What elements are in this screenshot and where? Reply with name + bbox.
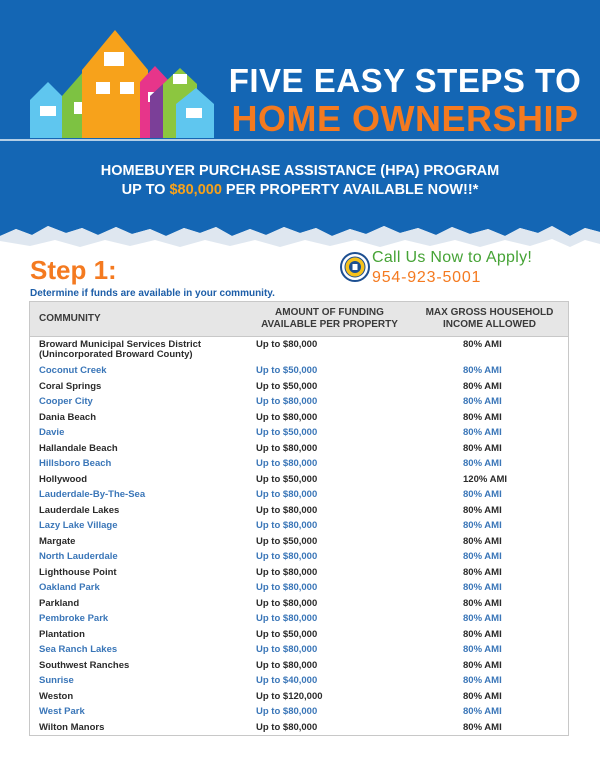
header-community: COMMUNITY bbox=[30, 302, 249, 337]
cell-income: 80% AMI bbox=[463, 504, 502, 516]
table-row bbox=[30, 720, 569, 736]
table-body bbox=[30, 337, 569, 736]
county-seal-icon bbox=[340, 252, 370, 282]
table-row bbox=[30, 363, 569, 379]
cell-funding: Up to $80,000 bbox=[256, 582, 318, 593]
table-row bbox=[30, 337, 569, 364]
cell-income: 80% AMI bbox=[463, 339, 502, 350]
cell-funding: Up to $80,000 bbox=[256, 442, 318, 454]
cell-community: Hollywood bbox=[39, 473, 88, 485]
cell-funding: Up to $80,000 bbox=[256, 613, 318, 624]
table-row bbox=[30, 689, 569, 705]
cell-community: Coconut Creek bbox=[39, 365, 107, 376]
cell-community: Coral Springs bbox=[39, 380, 102, 392]
cell-community: North Lauderdale bbox=[39, 551, 118, 562]
cell-income: 80% AMI bbox=[463, 489, 502, 500]
table-row bbox=[30, 549, 569, 565]
cell-funding: Up to $120,000 bbox=[256, 690, 323, 702]
table-row bbox=[30, 503, 569, 519]
funding-amount: $80,000 bbox=[169, 182, 222, 198]
step-heading: Step 1: bbox=[30, 255, 117, 285]
cell-community: Pembroke Park bbox=[39, 613, 109, 624]
table-row bbox=[30, 565, 569, 581]
table-row bbox=[30, 580, 569, 596]
table-row bbox=[30, 410, 569, 426]
cell-funding: Up to $50,000 bbox=[256, 380, 318, 392]
table-row bbox=[30, 518, 569, 534]
cell-funding: Up to $80,000 bbox=[256, 339, 318, 350]
phone-number[interactable]: 954-923-5001 bbox=[372, 269, 482, 286]
funding-subtitle-pre: UP TO bbox=[121, 182, 170, 198]
table-row bbox=[30, 627, 569, 643]
cell-income: 80% AMI bbox=[463, 396, 502, 407]
cell-funding: Up to $50,000 bbox=[256, 427, 318, 438]
cell-funding: Up to $80,000 bbox=[256, 458, 318, 469]
table-row bbox=[30, 487, 569, 503]
cell-funding: Up to $80,000 bbox=[256, 644, 318, 655]
cell-community: Weston bbox=[39, 690, 74, 702]
cell-funding: Up to $50,000 bbox=[256, 628, 318, 640]
cell-funding: Up to $80,000 bbox=[256, 396, 318, 407]
table-row bbox=[30, 673, 569, 689]
cell-income: 80% AMI bbox=[463, 535, 502, 547]
cell-income: 80% AMI bbox=[463, 566, 502, 578]
cell-community: Parkland bbox=[39, 597, 80, 609]
cell-funding: Up to $80,000 bbox=[256, 489, 318, 500]
cell-funding: Up to $80,000 bbox=[256, 504, 318, 516]
cell-income: 80% AMI bbox=[463, 613, 502, 624]
cell-income: 80% AMI bbox=[463, 458, 502, 469]
funding-subtitle-post: PER PROPERTY AVAILABLE NOW!!* bbox=[221, 182, 479, 198]
cell-income: 80% AMI bbox=[463, 380, 502, 392]
cell-income: 80% AMI bbox=[463, 551, 502, 562]
table-row bbox=[30, 394, 569, 410]
cell-community: Southwest Ranches bbox=[39, 659, 130, 671]
table-row bbox=[30, 642, 569, 658]
cell-income: 80% AMI bbox=[463, 644, 502, 655]
cell-funding: Up to $80,000 bbox=[256, 659, 318, 671]
cell-funding: Up to $40,000 bbox=[256, 675, 318, 686]
cell-community: Wilton Manors bbox=[39, 721, 105, 733]
call-to-action: Call Us Now to Apply! bbox=[372, 249, 533, 266]
cell-income: 80% AMI bbox=[463, 659, 502, 671]
cell-funding: Up to $80,000 bbox=[256, 706, 318, 717]
table-row bbox=[30, 596, 569, 612]
funding-subtitle bbox=[0, 182, 600, 198]
cell-community: Dania Beach bbox=[39, 411, 97, 423]
table-row bbox=[30, 611, 569, 627]
cell-income: 80% AMI bbox=[463, 628, 502, 640]
cell-income: 120% AMI bbox=[463, 473, 507, 485]
page-title-line1: FIVE EASY STEPS TO bbox=[228, 62, 582, 99]
cell-funding: Up to $50,000 bbox=[256, 365, 318, 376]
cell-community: Plantation bbox=[39, 628, 85, 640]
cell-community: Margate bbox=[39, 535, 76, 547]
cell-funding: Up to $80,000 bbox=[256, 721, 318, 733]
cell-income: 80% AMI bbox=[463, 365, 502, 376]
cell-funding: Up to $80,000 bbox=[256, 551, 318, 562]
table-row bbox=[30, 456, 569, 472]
cell-community: Lauderdale Lakes bbox=[39, 504, 120, 516]
cell-funding: Up to $50,000 bbox=[256, 535, 318, 547]
cell-community: Sea Ranch Lakes bbox=[39, 644, 118, 655]
table-row bbox=[30, 425, 569, 441]
cell-community: Davie bbox=[39, 427, 65, 438]
table-header-row bbox=[30, 302, 569, 337]
cell-community: Lighthouse Point bbox=[39, 566, 117, 578]
cell-funding: Up to $80,000 bbox=[256, 566, 318, 578]
header-funding: AMOUNT OF FUNDING AVAILABLE PER PROPERTY bbox=[248, 302, 411, 337]
table-row bbox=[30, 534, 569, 550]
cell-income: 80% AMI bbox=[463, 520, 502, 531]
table-row bbox=[30, 704, 569, 720]
cell-community: Lazy Lake Village bbox=[39, 520, 118, 531]
cell-funding: Up to $80,000 bbox=[256, 411, 318, 423]
cell-community: Hallandale Beach bbox=[39, 442, 118, 454]
cell-community: Cooper City bbox=[39, 396, 93, 407]
cell-income: 80% AMI bbox=[463, 706, 502, 717]
cell-community: Sunrise bbox=[39, 675, 74, 686]
funding-table bbox=[29, 301, 569, 736]
cell-community: Oakland Park bbox=[39, 582, 100, 593]
cell-income: 80% AMI bbox=[463, 597, 502, 609]
cell-income: 80% AMI bbox=[463, 690, 502, 702]
cell-income: 80% AMI bbox=[463, 427, 502, 438]
table-row bbox=[30, 379, 569, 395]
cell-funding: Up to $80,000 bbox=[256, 597, 318, 609]
header-income: MAX GROSS HOUSEHOLD INCOME ALLOWED bbox=[411, 302, 569, 337]
cell-income: 80% AMI bbox=[463, 675, 502, 686]
cell-community: West Park bbox=[39, 706, 85, 717]
page-title-line2: HOME OWNERSHIP bbox=[231, 98, 579, 139]
cell-income: 80% AMI bbox=[463, 442, 502, 454]
cell-income: 80% AMI bbox=[463, 411, 502, 423]
table-row bbox=[30, 472, 569, 488]
cell-income: 80% AMI bbox=[463, 721, 502, 733]
table-row bbox=[30, 441, 569, 457]
cell-income: 80% AMI bbox=[463, 582, 502, 593]
cell-community: Lauderdale-By-The-Sea bbox=[39, 489, 146, 500]
cell-community: Hillsboro Beach bbox=[39, 458, 112, 469]
cell-community: Broward Municipal Services District (Unincorporated Broward County) bbox=[39, 339, 202, 360]
cell-funding: Up to $50,000 bbox=[256, 473, 318, 485]
table-row bbox=[30, 658, 569, 674]
cell-funding: Up to $80,000 bbox=[256, 520, 318, 531]
program-subtitle: HOMEBUYER PURCHASE ASSISTANCE (HPA) PROGRAM bbox=[100, 163, 500, 179]
step-description: Determine if funds are available in your community. bbox=[30, 288, 275, 299]
